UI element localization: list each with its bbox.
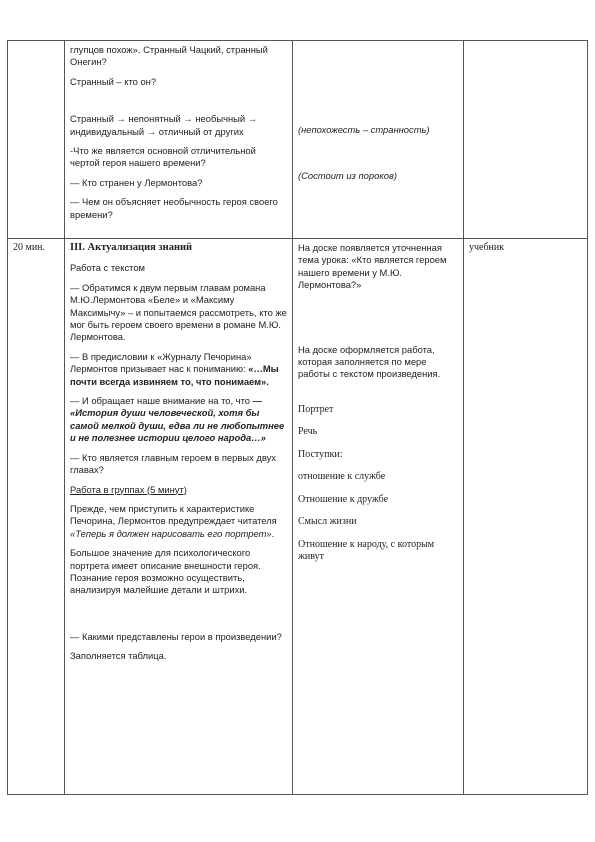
- text-paragraph: Прежде, чем приступить к характеристике Печорина, Лермонтов предупреждает читателя «Теперь я должен нарисовать его портрет».: [70, 502, 277, 539]
- text-paragraph: — И обращает наше внимание на то, что — «История души человеческой, хотя бы самой мелкой души, едва ли не любопытнее и не полезнее истории целого народа…»: [70, 395, 285, 444]
- text-paragraph: глупцов похож». Странный Чацкий, странный Онегин?: [70, 44, 268, 68]
- list-item: Отношение к народу, с которым живут: [298, 538, 435, 563]
- task-label: Работа с текстом: [70, 262, 145, 274]
- text-paragraph: Большое значение для психологического портрета имеет описание внешности героя. Познание героя возможно осуществить, анализируя малейшие детали и штрихи.: [70, 547, 261, 596]
- answer-note: (Состоит из пороков): [298, 170, 397, 182]
- board-note: На доске появляется уточненная тема урока: «Кто является героем нашего времени у М.Ю. Лермонтова?»: [298, 242, 447, 291]
- text-paragraph: — Обратимся к двум первым главам романа М.Ю.Лермонтова «Беле» и «Максиму Максимычу» – и попытаемся рассмотреть, кто же мог быть героем своего времени в романе М.Ю. Лермонтова.: [70, 281, 287, 343]
- text-paragraph: Странный – кто он?: [70, 75, 157, 87]
- time-cell: [8, 239, 65, 795]
- list-item: Смысл жизни: [298, 516, 357, 528]
- notes-cell: [293, 239, 464, 795]
- list-item: Портрет: [298, 403, 334, 415]
- text-paragraph: Заполняется таблица.: [70, 650, 167, 662]
- list-item: Речь: [298, 426, 318, 438]
- section-heading: III. Актуализация знаний: [70, 242, 193, 253]
- text-paragraph: — Кто странен у Лермонтова?: [70, 176, 203, 188]
- notes-cell: [293, 41, 464, 239]
- content-cell: [65, 239, 293, 795]
- resources-cell: [464, 239, 588, 795]
- list-item: отношение к службе: [298, 471, 386, 483]
- text-paragraph: — Кто является главным героем в первых двух главах?: [70, 451, 276, 476]
- resource-label: учебник: [469, 242, 505, 253]
- lesson-plan-table: [7, 40, 588, 795]
- list-item: Поступки:: [298, 448, 343, 460]
- table-row: [8, 41, 588, 239]
- list-item: Отношение к дружбе: [298, 493, 389, 505]
- board-note: На доске оформляется работа, которая заполняется по мере работы с текстом произведения.: [298, 343, 441, 380]
- text-paragraph: — В предисловии к «Журналу Печорина» Лермонтов призывает нас к пониманию: «…Мы почти всегда извиняем то, что понимаем».: [70, 350, 279, 387]
- task-label: Работа в группах (5 минут): [70, 483, 187, 495]
- text-paragraph: — Какими представлены герои в произведении?: [70, 630, 282, 642]
- text-paragraph: -Что же является основной отличительной чертой героя нашего времени?: [70, 145, 256, 169]
- time-cell: [8, 41, 65, 239]
- text-paragraph: — Чем он объясняет необычность героя своего времени?: [70, 196, 278, 220]
- table-row: [8, 239, 588, 795]
- time-label: 20 мин.: [13, 242, 46, 253]
- content-cell: [65, 41, 293, 239]
- answer-note: (непохожесть – странность): [298, 124, 430, 135]
- resources-cell: [464, 41, 588, 239]
- text-paragraph: Странный → непонятный → необычный → индивидуальный → отличный от других: [70, 113, 258, 137]
